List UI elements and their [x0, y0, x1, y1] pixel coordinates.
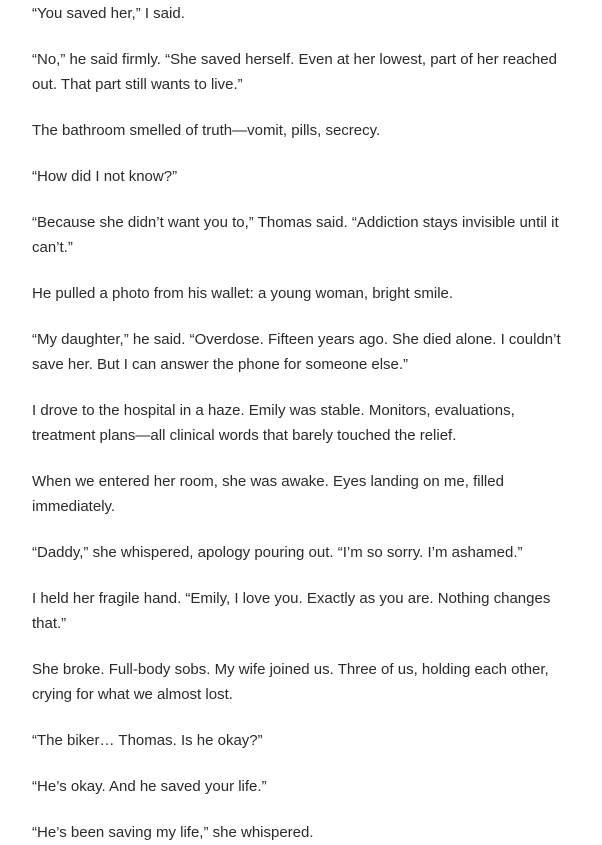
- paragraph: I drove to the hospital in a haze. Emily was stable. Monitors, evaluations, treatment plans—all clinical words that barely touched the relief.: [32, 402, 515, 444]
- paragraph: “How did I not know?”: [32, 168, 178, 185]
- paragraph: She broke. Full-body sobs. My wife joined us. Three of us, holding each other, crying for what we almost lost.: [32, 661, 549, 703]
- paragraph: I held her fragile hand. “Emily, I love you. Exactly as you are. Nothing changes that.”: [32, 590, 551, 632]
- paragraph: “Daddy,” she whispered, apology pouring out. “I’m so sorry. I’m ashamed.”: [32, 544, 523, 561]
- paragraph: “You saved her,” I said.: [32, 5, 185, 22]
- paragraph: He pulled a photo from his wallet: a young woman, bright smile.: [32, 285, 454, 302]
- paragraph: “He’s been saving my life,” she whispered.: [32, 824, 314, 841]
- paragraph: “Because she didn’t want you to,” Thomas said. “Addiction stays invisible until it can’t.”: [32, 214, 559, 256]
- paragraph: “The biker… Thomas. Is he okay?”: [32, 732, 263, 749]
- paragraph: “No,” he said firmly. “She saved herself. Even at her lowest, part of her reached out. That part still wants to live.”: [32, 51, 557, 93]
- paragraph: The bathroom smelled of truth—vomit, pills, secrecy.: [32, 122, 381, 139]
- paragraph: When we entered her room, she was awake. Eyes landing on me, filled immediately.: [32, 473, 504, 515]
- paragraph: “He’s okay. And he saved your life.”: [32, 778, 267, 795]
- article-body: [32, 0, 577, 845]
- paragraph: “My daughter,” he said. “Overdose. Fifteen years ago. She died alone. I couldn’t save her. But I can answer the phone for someone else.”: [32, 331, 561, 373]
